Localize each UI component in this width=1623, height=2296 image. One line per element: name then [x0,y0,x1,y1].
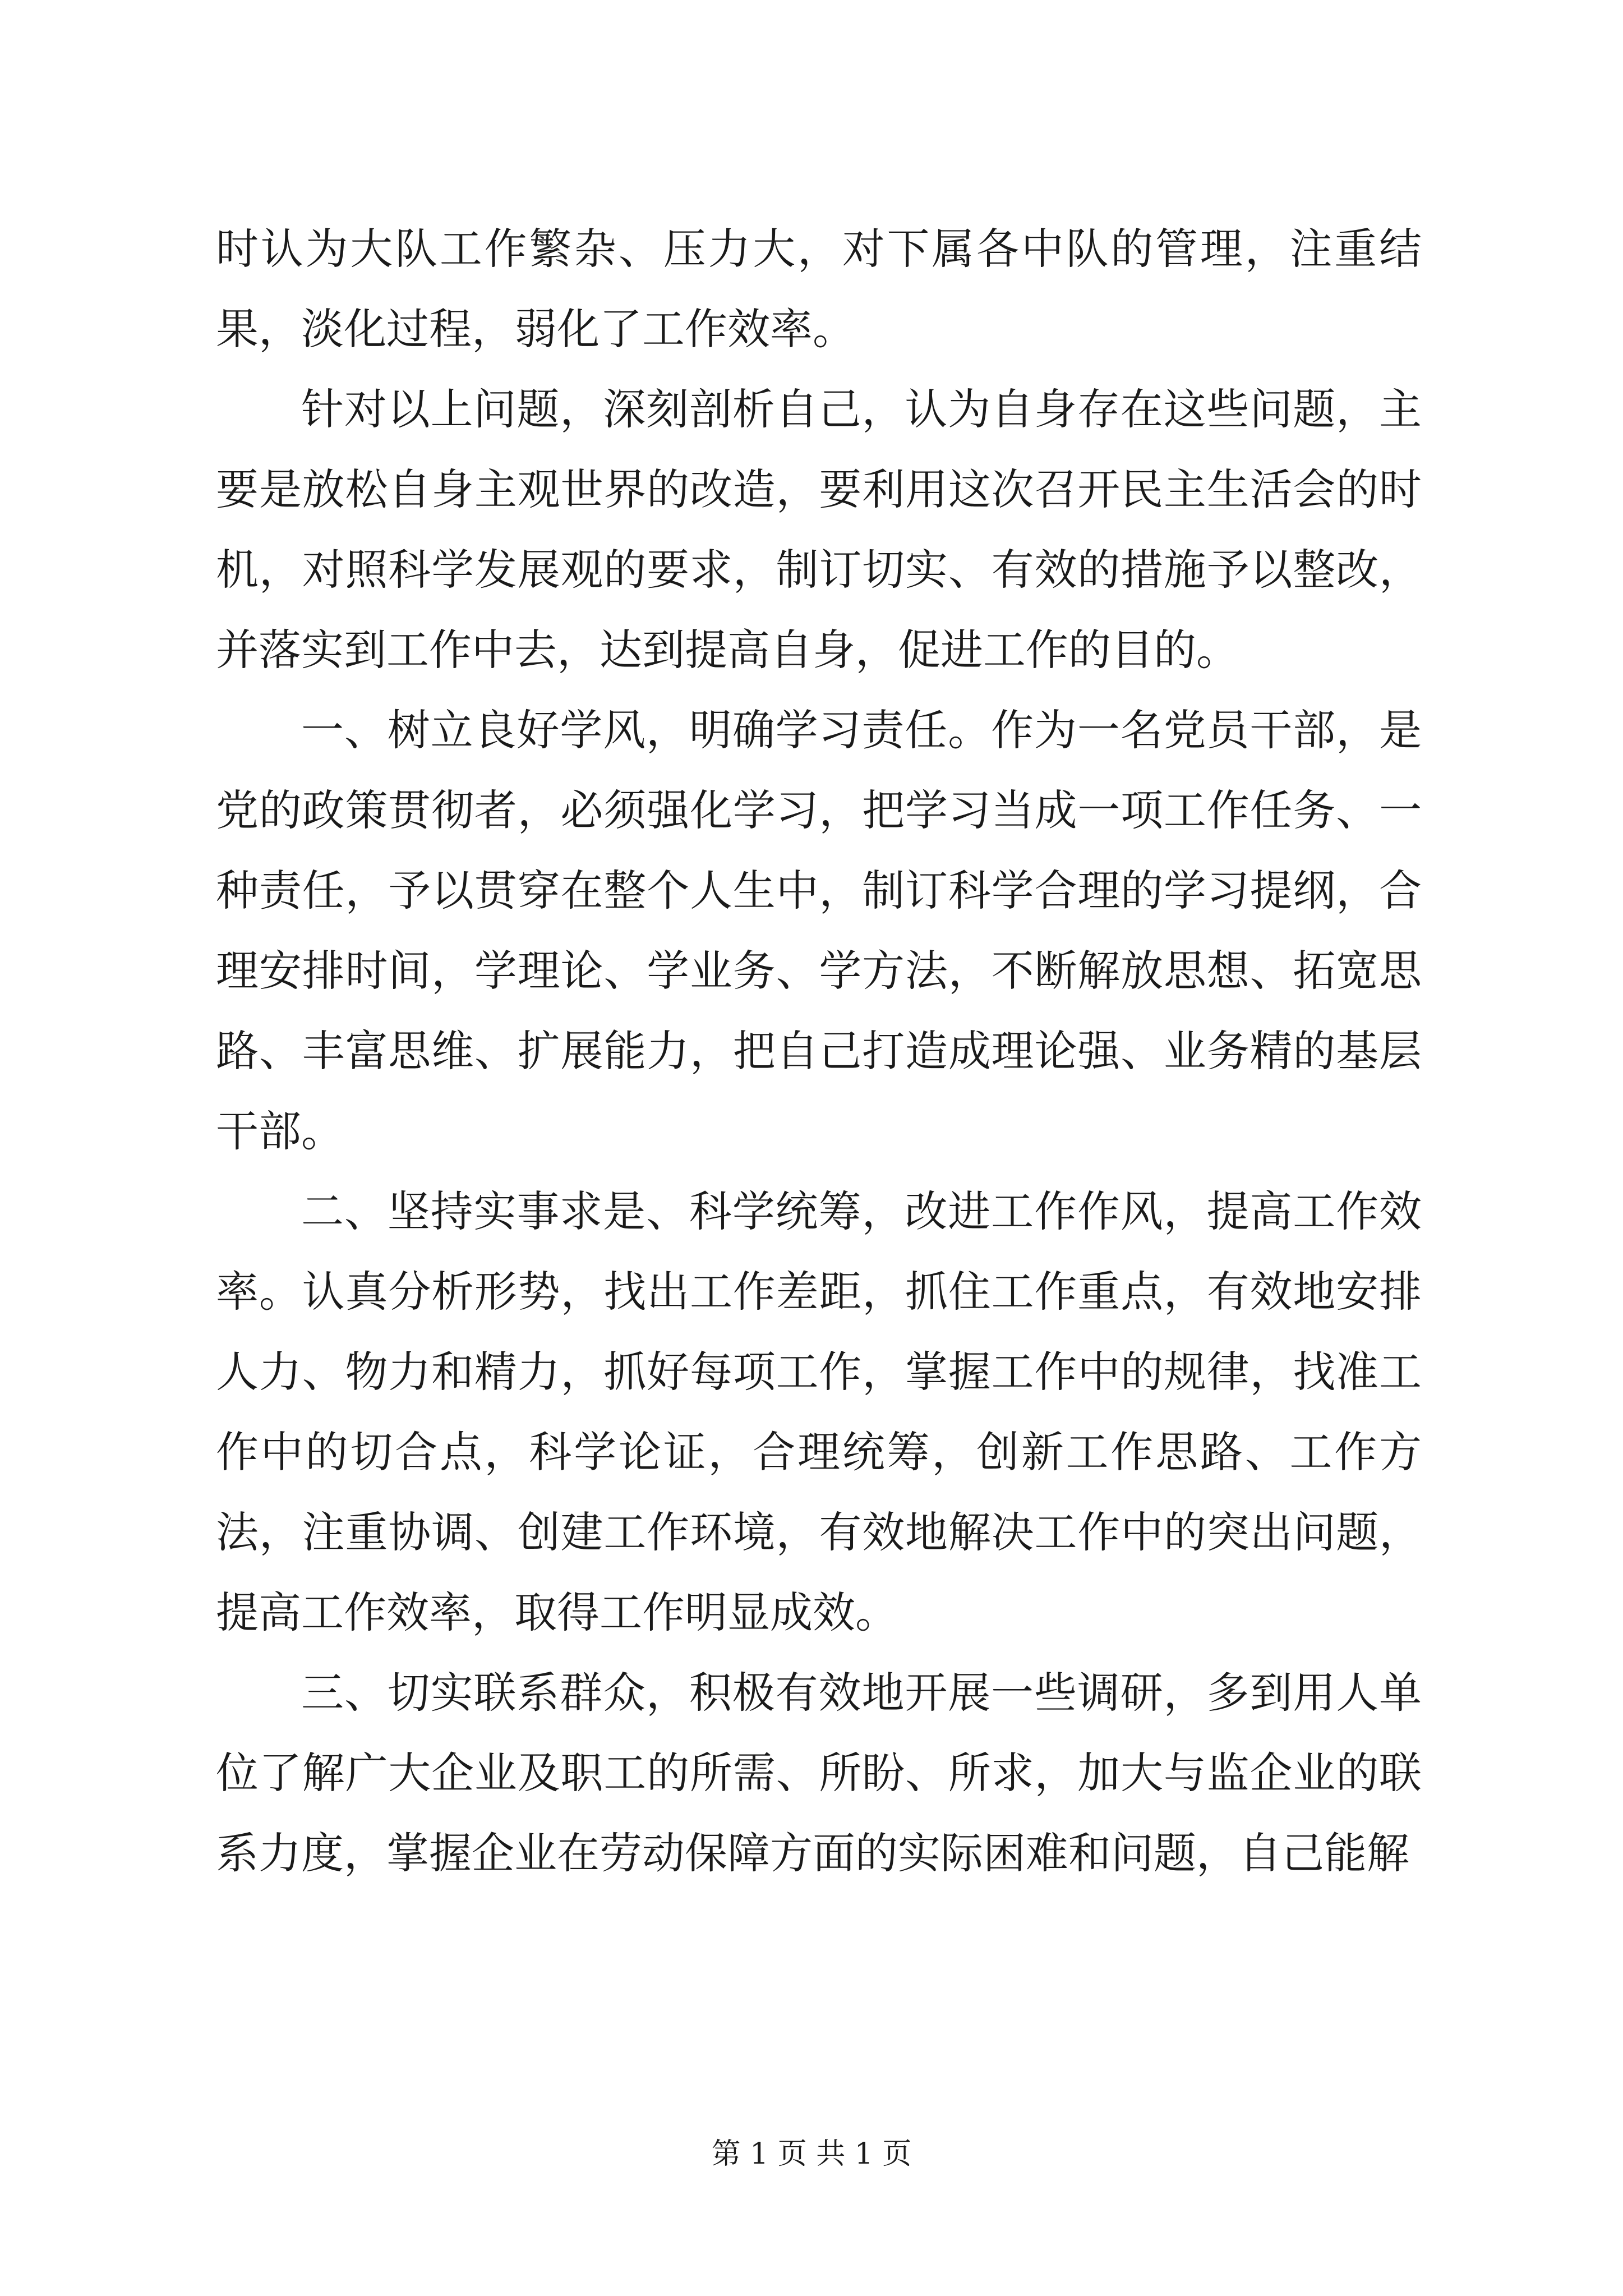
paragraph-point-two: 二、坚持实事求是、科学统筹，改进工作作风，提高工作效率。认真分析形势，找出工作差距，抓住工作重点，有效地安排人力、物力和精力，抓好每项工作，掌握工作中的规律，找准工作中的切合点，科学论证，合理统筹，创新工作思路、工作方法，注重协调、创建工作环境，有效地解决工作中的突出问题，提高工作效率，取得工作明显成效。 [216,1186,1422,1637]
paragraph-analysis: 针对以上问题，深刻剖析自己，认为自身存在这些问题，主要是放松自身主观世界的改造，要利用这次召开民主生活会的时机，对照科学发展观的要求，制订切实、有效的措施予以整改，并落实到工作中去，达到提高自身，促进工作的目的。 [216,384,1422,675]
paragraph-point-three: 三、切实联系群众，积极有效地开展一些调研，多到用人单位了解广大企业及职工的所需、所盼、所求，加大与监企业的联系力度，掌握企业在劳动保障方面的实际困难和问题，自己能解 [216,1668,1422,1878]
paragraph-continuation: 时认为大队工作繁杂、压力大，对下属各中队的管理，注重结果，淡化过程，弱化了工作效率。 [216,224,1422,354]
page-number-label: 第 1 页 共 1 页 [711,2137,912,2171]
paragraph-point-one: 一、树立良好学风，明确学习责任。作为一名党员干部，是党的政策贯彻者，必须强化学习，把学习当成一项工作任务、一种责任，予以贯穿在整个人生中，制订科学合理的学习提纲，合理安排时间，学理论、学业务、学方法，不断解放思想、拓宽思路、丰富思维、扩展能力，把自己打造成理论强、业务精的基层干部。 [216,705,1422,1156]
page-footer [0,2132,1623,2177]
document-body [216,209,1422,1893]
